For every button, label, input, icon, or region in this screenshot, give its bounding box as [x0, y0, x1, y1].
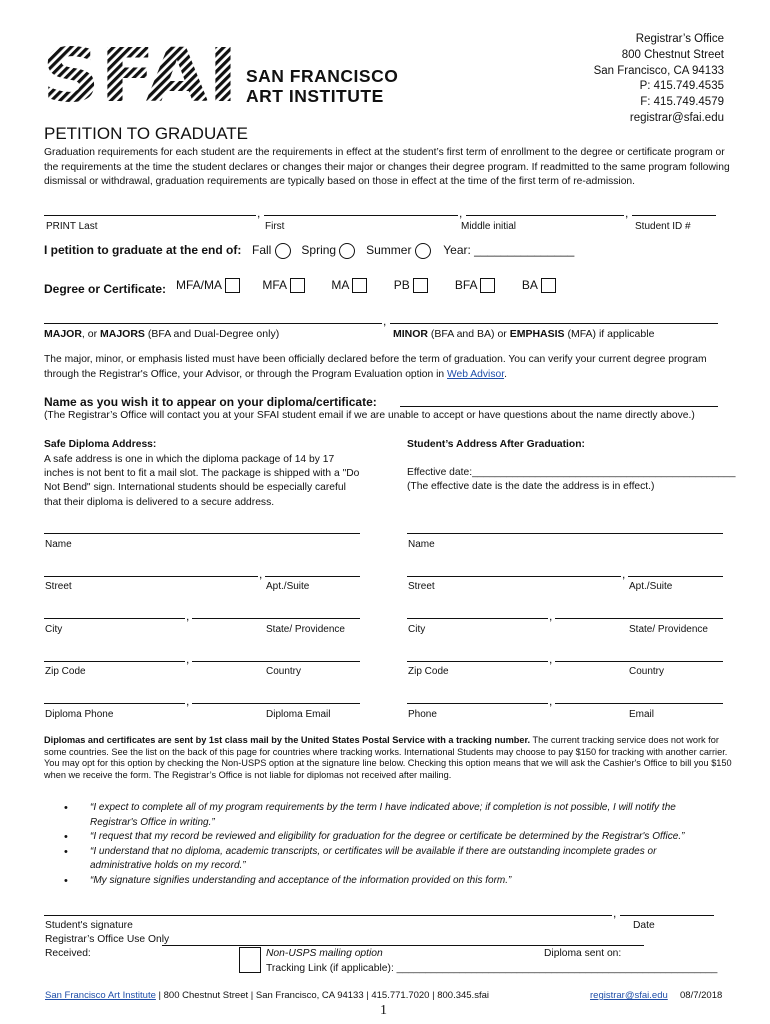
diploma-name-field[interactable] — [400, 406, 718, 407]
after-address-heading: Student’s Address After Graduation: — [407, 439, 585, 450]
after-phone-label: Phone — [408, 709, 437, 720]
safe-address-body: A safe address is one in which the diploma package of 14 by 17 inches is not bent to fit a mail slot. The package is shipped with a "Do Not Bend" sign. International students should be especially careful that their diploma is delivered to a secure address. — [44, 454, 360, 508]
degree-checkbox-ma[interactable] — [352, 278, 367, 293]
statement-item: • “I understand that no diploma, academic transcripts, or certificates will be available if there are outstanding incomplete grades or administrative holds on my record.” — [64, 845, 714, 874]
safe-apt-label: Apt./Suite — [266, 581, 310, 592]
office-city: San Francisco, CA 94133 — [593, 64, 724, 77]
office-use-line — [162, 945, 644, 946]
safe-zip-label: Zip Code — [45, 666, 86, 677]
office-address — [594, 32, 724, 127]
first-name-label: First — [265, 221, 285, 232]
diploma-name-label: Name as you wish it to appear on your diploma/certificate: — [44, 395, 377, 409]
logo-text-line2: ART INSTITUTE — [246, 86, 384, 106]
statement-item: • “I request that my record be reviewed and eligibility for graduation for the degree or certificate be determined by the Registrar's Office.” — [64, 830, 714, 845]
statement-item: • “My signature signifies understanding and acceptance of the information provided on this form.” — [64, 874, 714, 889]
office-name: Registrar’s Office — [635, 33, 724, 45]
safe-name-label: Name — [45, 539, 72, 550]
middle-initial-label: Middle initial — [461, 221, 517, 232]
diploma-email-field[interactable] — [192, 703, 360, 704]
footer-address: San Francisco Art Institute | 800 Chestnut Street | San Francisco, CA 94133 | 415.771.7020 | 800.345.sfai — [45, 990, 489, 1001]
safe-city-field[interactable] — [44, 618, 185, 619]
degree-option-label: PB — [393, 278, 410, 292]
safe-country-label: Country — [266, 666, 302, 677]
statements-list — [64, 801, 714, 888]
sfai-letters: SFAI — [42, 40, 238, 106]
student-signature-field[interactable] — [44, 915, 612, 916]
petition-row — [44, 243, 574, 259]
summer-radio[interactable] — [415, 243, 431, 259]
safe-city-label: City — [45, 624, 63, 635]
after-email-label: Email — [629, 709, 655, 720]
sfai-logo — [42, 40, 402, 106]
major-field[interactable] — [44, 323, 382, 324]
mailing-note: Diplomas and certificates are sent by 1st class mail by the United States Postal Service with a tracking number. The current tracking service does not work for some countries. See the list on the back of this page for countries where tracking works. International Students may choose to pay $150 for tracking with another carrier. You may opt for this option by checking the Non-USPS option at the signature line below. Checking this option means that we will ask the Cashier's Office to bill you $150 when we receive the form. The Registrar’s Office is not liable for diplomas not received after mailing. — [44, 735, 732, 780]
minor-field[interactable] — [390, 323, 718, 324]
degree-options — [176, 278, 556, 293]
degree-checkbox-bfa[interactable] — [480, 278, 495, 293]
year-field[interactable]: Year: _______________ — [443, 243, 575, 258]
middle-initial-field[interactable] — [466, 215, 624, 216]
diploma-name-note: (The Registrar’s Office will contact you at your SFAI student email if we are unable to accept or have questions about the name directly above.) — [44, 410, 695, 421]
after-apt-field[interactable] — [628, 576, 723, 577]
minor-label: MINOR (BFA and BA) or EMPHASIS (MFA) if applicable — [393, 328, 655, 340]
diploma-email-label: Diploma Email — [266, 709, 331, 720]
after-name-field[interactable] — [407, 533, 723, 534]
student-id-field[interactable] — [632, 215, 716, 216]
footer-institute-link[interactable]: San Francisco Art Institute — [45, 990, 156, 1001]
non-usps-label: Non-USPS mailing option — [266, 948, 383, 959]
after-email-field[interactable] — [555, 703, 723, 704]
petition-label: I petition to graduate at the end of: — [44, 243, 242, 258]
office-use-label: Registrar’s Office Use Only — [45, 934, 170, 945]
intro-paragraph: Graduation requirements for each student are the requirements in effect at the student’s first term of enrollment to the degree or certificate program or the requirements at the time the student declares or changes their major or changes their degree program. If readmitted to the same program following dismissal or withdrawal, graduation requirements are typically based on those in effect at the time of the first term of re-admission. — [44, 147, 730, 187]
page-number: 1 — [380, 1003, 387, 1018]
footer-email-link[interactable]: registrar@sfai.edu — [590, 990, 668, 1001]
after-city-label: City — [408, 624, 426, 635]
summer-label: Summer — [366, 243, 412, 258]
effective-date-field[interactable]: Effective date:______________________________________________ — [407, 467, 736, 478]
safe-state-label: State/ Providence — [266, 624, 345, 635]
safe-country-field[interactable] — [192, 661, 360, 662]
first-name-field[interactable] — [264, 215, 458, 216]
office-street: 800 Chestnut Street — [621, 48, 724, 61]
safe-apt-field[interactable] — [265, 576, 360, 577]
degree-option-label: MA — [331, 278, 349, 292]
web-advisor-link[interactable]: Web Advisor — [447, 368, 505, 380]
degree-checkbox-pb[interactable] — [413, 278, 428, 293]
student-signature-label: Student's signature — [45, 920, 133, 931]
page-title: PETITION TO GRADUATE — [44, 124, 249, 143]
last-name-label: PRINT Last — [46, 221, 98, 232]
safe-street-label: Street — [45, 581, 72, 592]
degree-checkbox-mfa-ma[interactable] — [225, 278, 240, 293]
spring-label: Spring — [301, 243, 337, 258]
signature-date-label: Date — [633, 920, 655, 931]
fall-radio[interactable] — [275, 243, 291, 259]
after-street-label: Street — [408, 581, 435, 592]
office-fax: F: 415.749.4579 — [640, 96, 724, 109]
office-email: registrar@sfai.edu — [629, 111, 724, 124]
footer-date: 08/7/2018 — [680, 990, 723, 1001]
after-apt-label: Apt./Suite — [629, 581, 673, 592]
major-label: MAJOR, or MAJORS (BFA and Dual-Degree only) — [44, 328, 280, 340]
degree-checkbox-ba[interactable] — [541, 278, 556, 293]
degree-checkbox-mfa[interactable] — [290, 278, 305, 293]
tracking-link-field[interactable]: Tracking Link (if applicable): ________________________________________________________ — [266, 963, 718, 974]
office-phone: P: 415.749.4535 — [639, 80, 724, 93]
after-state-field[interactable] — [555, 618, 723, 619]
after-zip-label: Zip Code — [408, 666, 449, 677]
after-country-field[interactable] — [555, 661, 723, 662]
after-city-field[interactable] — [407, 618, 548, 619]
after-country-label: Country — [629, 666, 665, 677]
after-state-label: State/ Providence — [629, 624, 708, 635]
safe-street-field[interactable] — [44, 576, 258, 577]
diploma-phone-label: Diploma Phone — [45, 709, 114, 720]
effective-date-note: (The effective date is the date the address is in effect.) — [407, 481, 655, 492]
declared-note: The major, minor, or emphasis listed must have been officially declared before the term of graduation. You can verify your current degree program through the Registrar's Office, your Advisor, or through the Program Evaluation option in Web Advisor. — [44, 354, 707, 380]
after-street-field[interactable] — [407, 576, 621, 577]
degree-option-label: MFA/MA — [176, 278, 222, 292]
spring-radio[interactable] — [339, 243, 355, 259]
sfai-logo-mark — [42, 40, 242, 106]
safe-address-heading: Safe Diploma Address: — [44, 439, 157, 450]
logo-text-line1: SAN FRANCISCO — [246, 66, 399, 86]
degree-option-label: BFA — [454, 278, 477, 292]
student-id-label: Student ID # — [635, 221, 691, 232]
fall-label: Fall — [252, 243, 272, 258]
degree-option-label: MFA — [262, 278, 287, 292]
non-usps-checkbox[interactable] — [239, 947, 261, 973]
diploma-sent-label: Diploma sent on: — [544, 948, 622, 959]
after-zip-field[interactable] — [407, 661, 548, 662]
after-name-label: Name — [408, 539, 435, 550]
statement-item: • “I expect to complete all of my program requirements by the term I have indicated above; if completion is not possible, I will notify the Registrar's Office in writing.” — [64, 801, 714, 830]
signature-date-field[interactable] — [620, 915, 714, 916]
diploma-phone-field[interactable] — [44, 703, 185, 704]
after-phone-field[interactable] — [407, 703, 548, 704]
received-label: Received: — [45, 948, 91, 959]
degree-label: Degree or Certificate: — [44, 282, 167, 296]
last-name-field[interactable] — [44, 215, 256, 216]
safe-state-field[interactable] — [192, 618, 360, 619]
safe-zip-field[interactable] — [44, 661, 185, 662]
degree-option-label: BA — [521, 278, 538, 292]
safe-name-field[interactable] — [44, 533, 360, 534]
